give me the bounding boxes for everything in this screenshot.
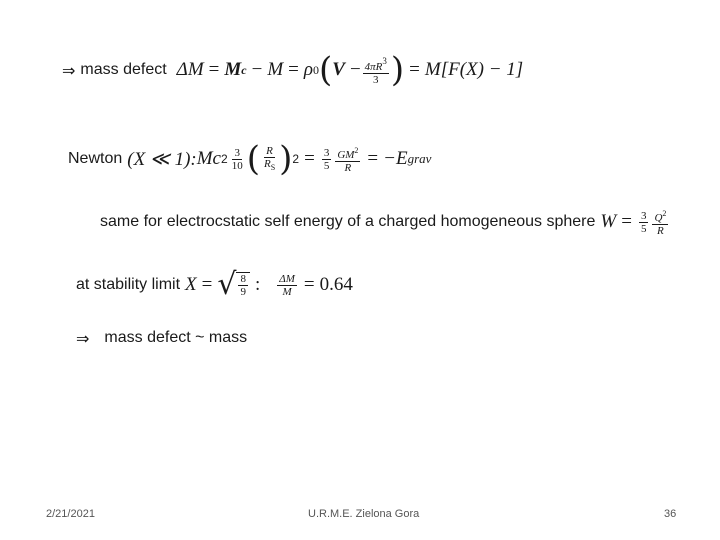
newton-line: Newton (X ≪ 1): Mc 2 $\frac{3}{10}$ ( $\frac{R}{R_S}$ ) 2 = $\frac{3}{5}$ $\frac{GM^2}{R}$ = −E grav (68, 139, 432, 179)
volume-fraction: $\frac{4\pi R^3}{3}$ (364, 55, 387, 86)
implies-symbol: ⇒ (62, 60, 76, 80)
stability-limit-label: at stability limit (76, 276, 181, 293)
sqrt-expression: √ $\frac{8}{9}$ (217, 270, 250, 300)
delta-m: ΔM (176, 59, 204, 80)
electrostatic-text: same for electrocstatic self energy of a charged homogeneous sphere (100, 213, 596, 230)
stability-limit-line: at stability limit X = √ $\frac{8}{9}$ : $\frac{\Delta M}{M}$ = 0.64 (76, 267, 353, 302)
mass-defect-conclusion: ⇒ mass defect ~ mass (76, 328, 248, 348)
page-number: 36 (664, 508, 677, 520)
footer-center: U.R.M.E. Zielona Gora (308, 508, 420, 520)
mass-defect-rhs: M[F(X) − 1] (424, 59, 524, 80)
mass-defect-line: ⇒ mass defect ΔM = M c − M = ρ 0 ( V − $\frac{4\pi R^3}{3}$ ) = M[F(X) − 1] (62, 50, 524, 90)
mass-defect-label: mass defect (80, 61, 167, 78)
implies-symbol: ⇒ (76, 328, 90, 348)
electrostatic-line: same for electrocstatic self energy of a charged homogeneous sphere W = $\frac{3}{5}$ $\frac{Q^2}{R}$ (100, 208, 667, 237)
stability-value: 0.64 (319, 274, 353, 295)
footer-date: 2/21/2021 (46, 508, 95, 520)
newton-label: Newton (68, 150, 123, 167)
